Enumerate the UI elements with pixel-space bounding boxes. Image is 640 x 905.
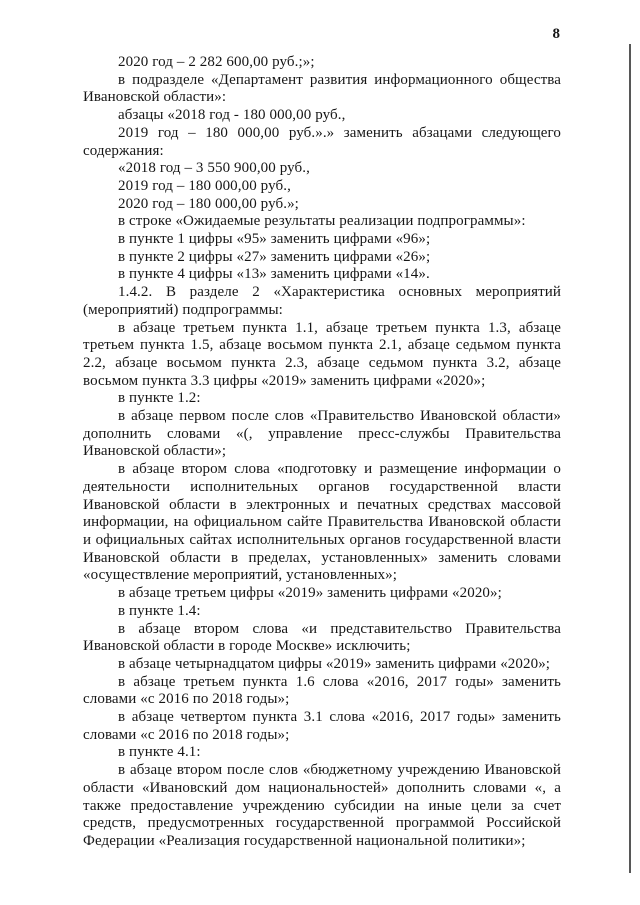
paragraph: в абзаце втором слова «подготовку и размещение информации о деятельности исполнительных органов государственной власти Ивановской области в электронных и печатных средствах массовой информации, на официальном сайте Правительства Ивановской области и официальных сайтах исполнительных органов государственной власти Ивановской области в пределах, установленных» заменить словами «осуществление мероприятий, установленных»; <box>83 461 561 584</box>
paragraph: абзацы «2018 год - 180 000,00 руб., <box>118 107 346 124</box>
paragraph: в подразделе «Департамент развития информационного общества Ивановской области»: <box>83 71 561 106</box>
paragraph: в пункте 1.4: <box>118 602 201 619</box>
paragraph: в абзаце втором после слов «бюджетному учреждению Ивановской области «Ивановский дом национальностей» дополнить словами «, а также предоставление учреждению субсидии на иные цели за счет средств, предусмотренных государственной программой Российской Федерации «Реализация государственной национальной политики»; <box>83 762 561 849</box>
paragraph: в абзаце четвертом пункта 3.1 слова «2016, 2017 годы» заменить словами «с 2016 по 2018 годы»; <box>83 709 561 743</box>
paragraph: 1.4.2. В разделе 2 «Характеристика основных мероприятий (мероприятий) подпрограммы: <box>83 284 561 318</box>
paragraph: 2019 год – 180 000,00 руб.».» заменить абзацами следующего содержания: <box>83 124 561 159</box>
document-body <box>83 54 561 851</box>
paragraph: в пункте 4.1: <box>118 744 201 761</box>
paragraph: в абзаце первом после слов «Правительство Ивановской области» дополнить словами «(, управление пресс-службы Правительства Ивановской области»; <box>83 408 561 460</box>
paragraph: «2018 год – 3 550 900,00 руб., <box>118 160 310 177</box>
paragraph: 2020 год – 180 000,00 руб.»; <box>118 195 299 212</box>
paragraph: в абзаце четырнадцатом цифры «2019» заменить цифрами «2020»; <box>118 655 551 672</box>
paragraph: в пункте 1 цифры «95» заменить цифрами «96»; <box>118 231 431 248</box>
paragraph: в пункте 4 цифры «13» заменить цифрами «14». <box>118 266 430 283</box>
paragraph: 2019 год – 180 000,00 руб., <box>118 177 291 194</box>
paragraph: в абзаце третьем пункта 1.6 слова «2016, 2017 годы» заменить словами «с 2016 по 2018 годы»; <box>83 673 561 708</box>
scan-edge-artifact <box>629 44 631 873</box>
paragraph: в строке «Ожидаемые результаты реализации подпрограммы»: <box>118 213 526 230</box>
page-number: 8 <box>552 26 560 42</box>
paragraph: в пункте 2 цифры «27» заменить цифрами «26»; <box>118 248 431 265</box>
paragraph: в абзаце втором слова «и представительство Правительства Ивановской области в городе Москве» исключить; <box>83 620 561 655</box>
paragraph: в абзаце третьем пункта 1.1, абзаце третьем пункта 1.3, абзаце третьем пункта 1.5, абзаце восьмом пункта 2.1, абзаце седьмом пункта 2.2, абзаце восьмом пункта 2.3, абзаце седьмом пункта 3.2, абзаце восьмом пункта 3.3 цифры «2019» заменить цифрами «2020»; <box>83 319 561 389</box>
paragraph: в абзаце третьем цифры «2019» заменить цифрами «2020»; <box>118 585 502 602</box>
paragraph: 2020 год – 2 282 600,00 руб.;»; <box>118 54 315 70</box>
paragraph: в пункте 1.2: <box>118 390 201 407</box>
